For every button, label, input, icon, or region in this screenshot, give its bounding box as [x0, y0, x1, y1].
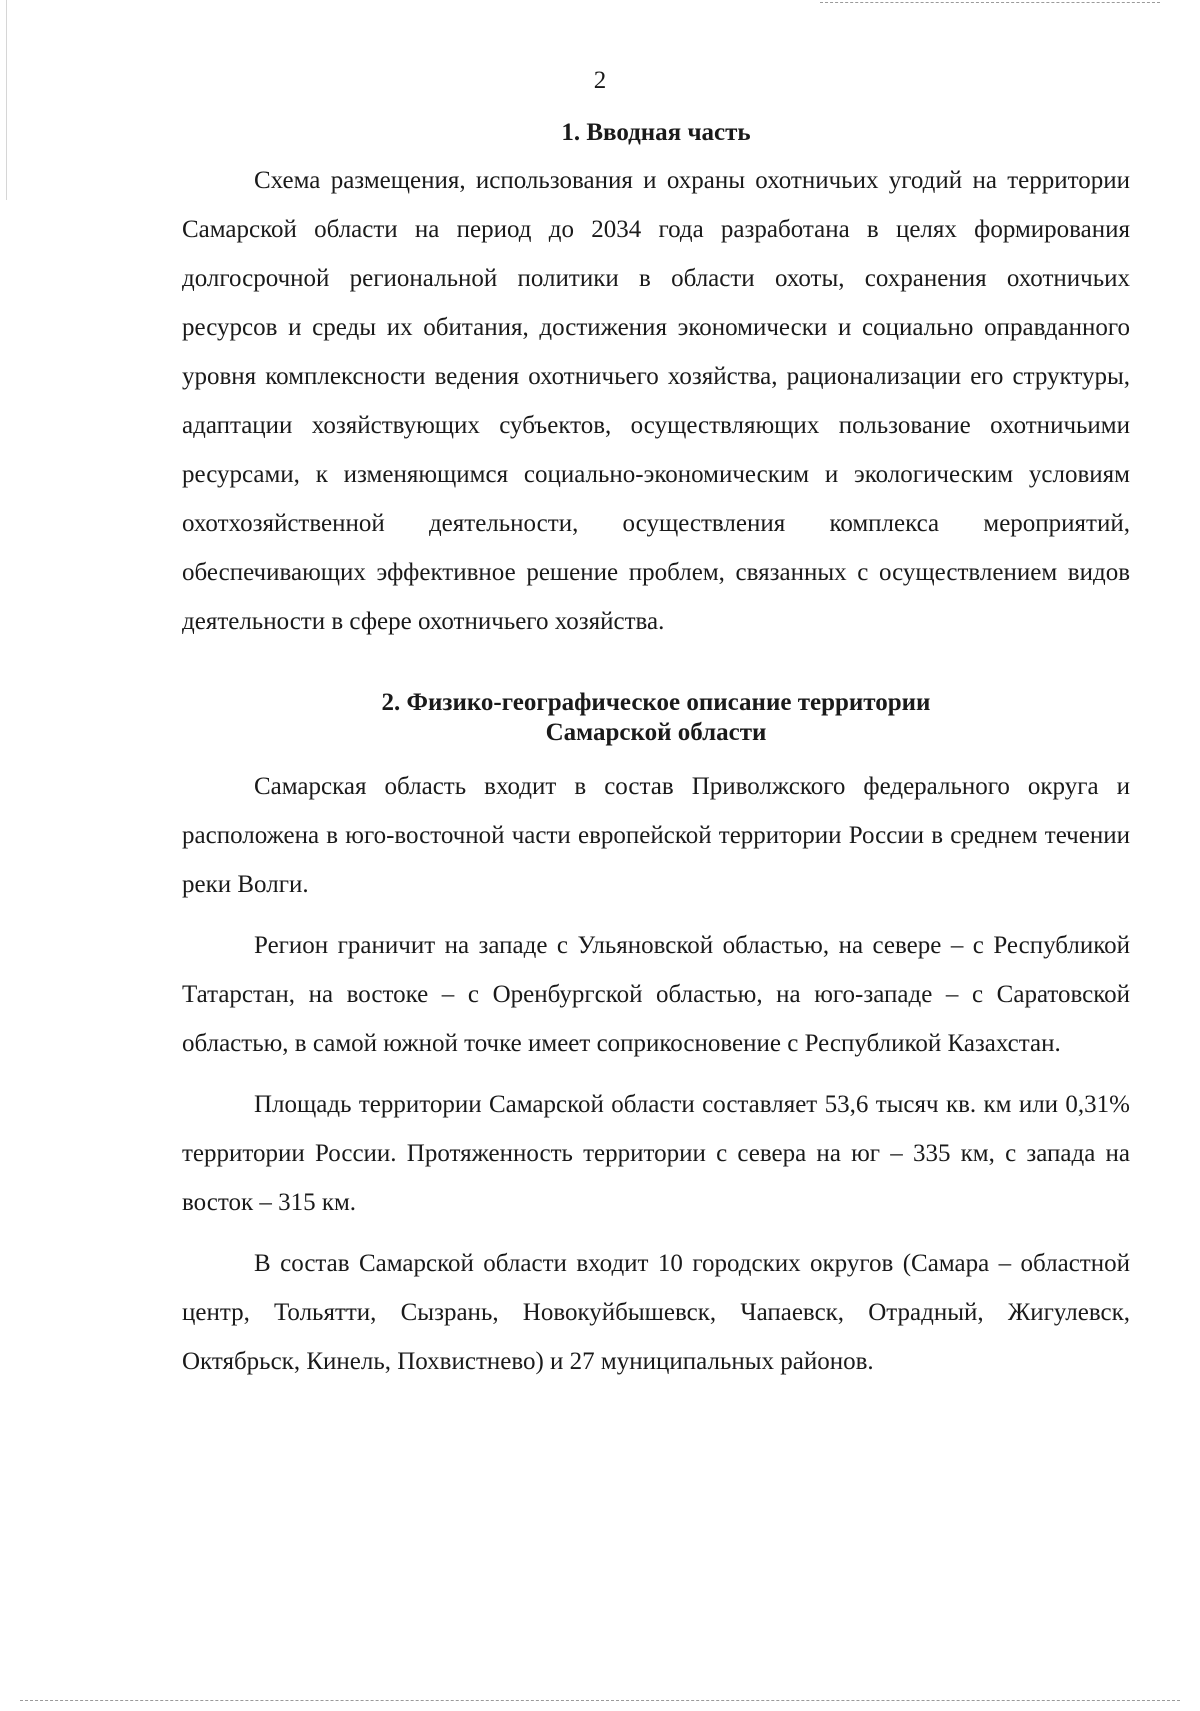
scan-artifact-left-line	[6, 0, 7, 200]
paragraph-districts: В состав Самарской области входит 10 городских округов (Самара – областной центр, Тольятти, Сызрань, Новокуйбышевск, Чапаевск, Отрадный, Жигулевск, Октябрьск, Кинель, Похвистнево) и 27 муниципальных районов.	[182, 1250, 1130, 1375]
section-title-geography	[182, 688, 1130, 748]
scan-artifact-top-line	[820, 2, 1160, 3]
section-title-geography-line-2: Самарской области	[545, 719, 767, 746]
paragraph-intro: Схема размещения, использования и охраны охотничьих угодий на территории Самарской области на период до 2034 года разработана в целях формирования долгосрочной региональной политики в области охоты, сохранения охотничьих ресурсов и среды их обитания, достижения экономически и социально оправданного уровня комплексности ведения охотничьего хозяйства, рационализации его структуры, адаптации хозяйствующих субъектов, осуществляющих пользование охотничьими ресурсами, к изменяющимся социально-экономическим и экологическим условиям охотхозяйственной деятельности, осуществления комплекса мероприятий, обеспечивающих эффективное решение проблем, связанных с осуществлением видов деятельности в сфере охотничьего хозяйства.	[182, 167, 1130, 635]
scan-artifact-bottom-line	[20, 1700, 1180, 1701]
page-number: 2	[593, 67, 607, 94]
document-body	[182, 118, 1130, 1386]
paragraph-area: Площадь территории Самарской области составляет 53,6 тысяч кв. км или 0,31% территории России. Протяженность территории с севера на юг – 335 км, с запада на восток – 315 км.	[182, 1091, 1130, 1216]
section-title-geography-line-1: 2. Физико-географическое описание территории	[381, 689, 931, 716]
paragraph-borders: Регион граничит на западе с Ульяновской областью, на севере – с Республикой Татарстан, на востоке – с Оренбургской областью, на юго-западе – с Саратовской областью, в самой южной точке имеет соприкосновение с Республикой Казахстан.	[182, 932, 1130, 1057]
paragraph-location: Самарская область входит в состав Приволжского федерального округа и расположена в юго-восточной части европейской территории России в среднем течении реки Волги.	[182, 773, 1130, 898]
section-title-intro: 1. Вводная часть	[561, 119, 751, 146]
